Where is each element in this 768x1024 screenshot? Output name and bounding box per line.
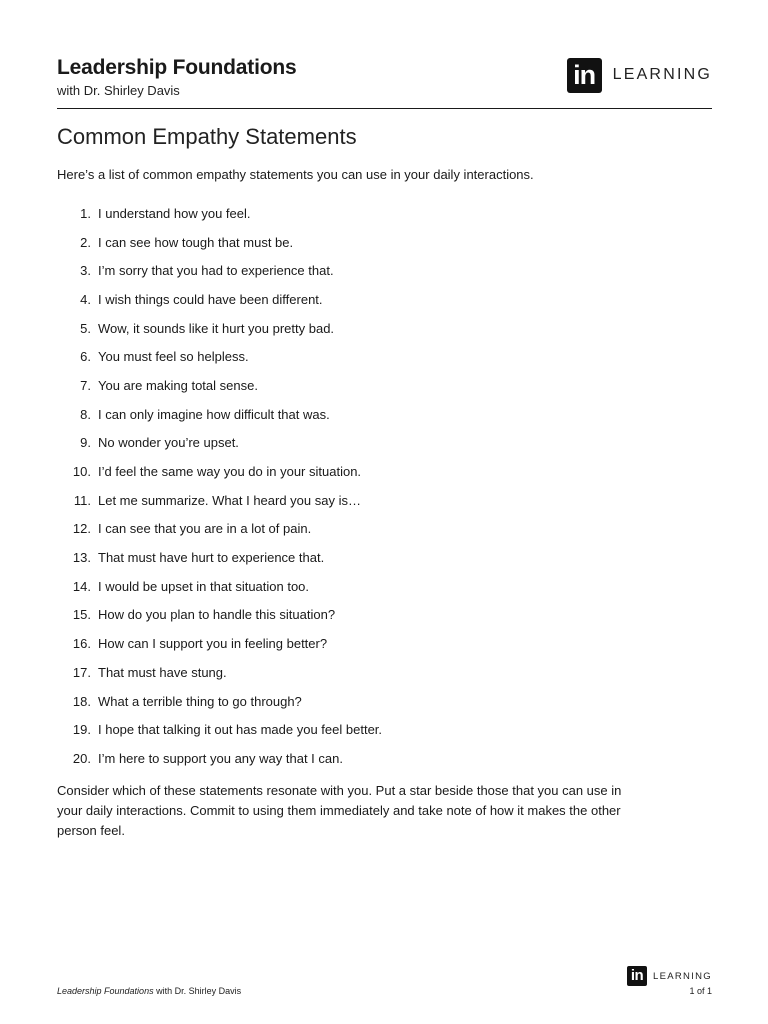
- list-item-text: I can see that you are in a lot of pain.: [98, 521, 312, 537]
- page-number: 1 of 1: [689, 986, 712, 996]
- list-item-text: I understand how you feel.: [98, 205, 251, 221]
- list-item-number: 15.: [72, 607, 91, 623]
- list-item-number: 2.: [80, 234, 91, 250]
- empathy-statements-list: [57, 199, 657, 773]
- list-item-number: 16.: [72, 636, 91, 652]
- list-item: [57, 342, 657, 371]
- list-item: [57, 543, 657, 572]
- list-item: [57, 572, 657, 601]
- list-item-number: 5.: [80, 320, 91, 336]
- list-item-number: 11.: [73, 492, 91, 508]
- footer-course-title: Leadership Foundations: [57, 986, 154, 996]
- list-item-number: 9.: [80, 435, 91, 451]
- list-item: [57, 744, 657, 773]
- brand-wordmark: LEARNING: [612, 66, 712, 83]
- course-title: Leadership Foundations: [57, 56, 297, 79]
- list-item: [57, 199, 657, 228]
- list-item: [57, 515, 657, 544]
- list-item-text: That must have hurt to experience that.: [98, 550, 325, 566]
- list-item-text: I can see how tough that must be.: [98, 234, 294, 250]
- list-item: [57, 256, 657, 285]
- list-item-text: I wish things could have been different.: [98, 291, 323, 307]
- page-header: [57, 56, 712, 109]
- list-item: [57, 371, 657, 400]
- list-item-number: 7.: [80, 377, 91, 393]
- list-item-number: 3.: [80, 263, 91, 279]
- linkedin-learning-logo: [567, 57, 712, 93]
- list-item-text: I’m here to support you any way that I can.: [98, 750, 343, 766]
- list-item-number: 14.: [72, 578, 91, 594]
- list-item-text: That must have stung.: [98, 664, 227, 680]
- list-item-number: 1.: [80, 205, 91, 221]
- list-item-number: 12.: [72, 521, 91, 537]
- document-title: Common Empathy Statements: [57, 124, 357, 149]
- list-item-number: 6.: [80, 349, 91, 365]
- footer-linkedin-icon: in: [627, 966, 647, 986]
- list-item: [57, 457, 657, 486]
- list-item-text: How do you plan to handle this situation?: [98, 607, 336, 623]
- list-item-text: You are making total sense.: [98, 377, 258, 393]
- footer-brand-wordmark: LEARNING: [653, 970, 712, 982]
- list-item: [57, 285, 657, 314]
- intro-paragraph: Here’s a list of common empathy statements you can use in your daily interactions.: [57, 167, 534, 182]
- list-item: [57, 314, 657, 343]
- list-item-number: 8.: [80, 406, 91, 422]
- list-item-text: I hope that talking it out has made you feel better.: [98, 722, 383, 738]
- list-item-number: 20.: [72, 750, 91, 766]
- list-item: [57, 715, 657, 744]
- list-item: [57, 400, 657, 429]
- list-item-text: I’d feel the same way you do in your situation.: [98, 464, 362, 480]
- list-item: [57, 228, 657, 257]
- footer-course-credit: [57, 986, 241, 996]
- list-item-number: 19.: [72, 722, 91, 738]
- list-item-number: 18.: [72, 693, 91, 709]
- list-item-text: Wow, it sounds like it hurt you pretty bad.: [98, 320, 335, 336]
- list-item-text: What a terrible thing to go through?: [98, 693, 302, 709]
- linkedin-icon: in: [567, 58, 602, 93]
- list-item: [57, 486, 657, 515]
- footer-instructor: with Dr. Shirley Davis: [153, 986, 242, 996]
- list-item-number: 10.: [72, 464, 91, 480]
- list-item: [57, 601, 657, 630]
- list-item-number: 4.: [80, 291, 91, 307]
- list-item-text: I can only imagine how difficult that was.: [98, 406, 330, 422]
- footer-logo: [627, 966, 712, 986]
- list-item-text: No wonder you’re upset.: [98, 435, 239, 451]
- list-item-number: 13.: [72, 550, 91, 566]
- list-item-text: I’m sorry that you had to experience that.: [98, 263, 334, 279]
- list-item-text: I would be upset in that situation too.: [98, 578, 310, 594]
- list-item: [57, 687, 657, 716]
- closing-paragraph: Consider which of these statements resonate with you. Put a star beside those that you can use in your daily interactions. Commit to using them immediately and take note of how it makes the other person feel.: [57, 783, 622, 838]
- list-item: [57, 629, 657, 658]
- list-item: [57, 658, 657, 687]
- list-item-number: 17.: [72, 664, 91, 680]
- list-item-text: Let me summarize. What I heard you say is…: [98, 492, 361, 508]
- list-item-text: How can I support you in feeling better?: [98, 636, 328, 652]
- list-item-text: You must feel so helpless.: [98, 349, 249, 365]
- instructor-name: with Dr. Shirley Davis: [57, 83, 180, 98]
- list-item: [57, 429, 657, 458]
